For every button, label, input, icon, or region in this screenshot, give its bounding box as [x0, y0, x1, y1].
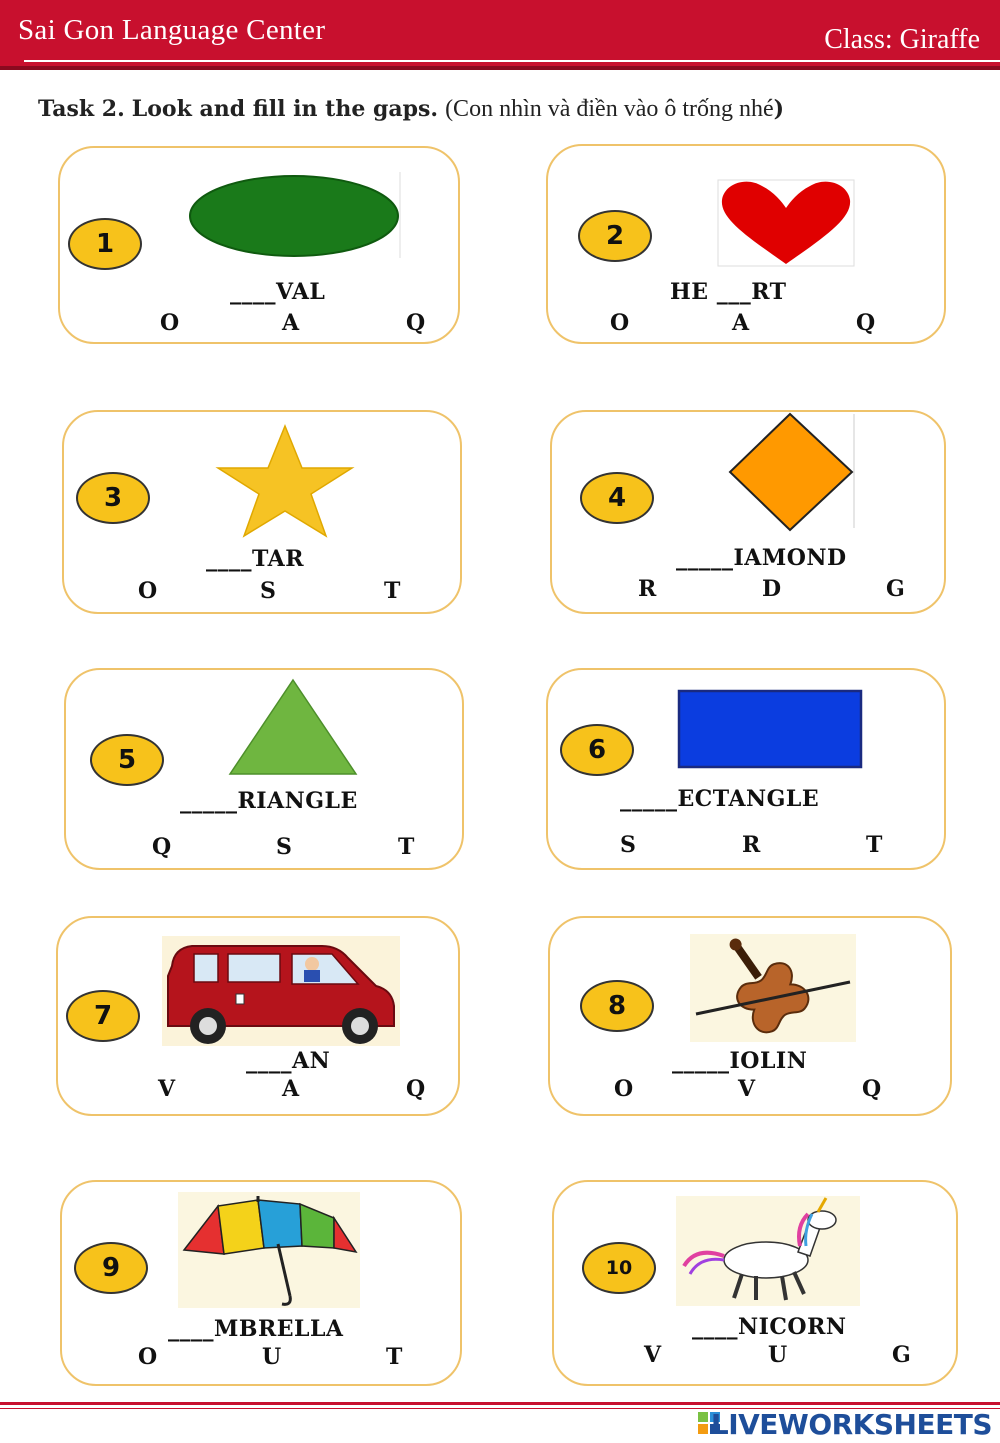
option-7-c[interactable]: Q [406, 1076, 426, 1102]
option-1-a[interactable]: O [160, 310, 180, 336]
task-instruction [38, 96, 784, 123]
number-badge-8: 8 [580, 980, 654, 1032]
option-10-a[interactable]: V [644, 1342, 662, 1368]
option-1-b[interactable]: A [282, 310, 300, 336]
option-9-a[interactable]: O [138, 1344, 158, 1370]
option-5-b[interactable]: S [276, 834, 292, 860]
blue-rectangle-icon [676, 688, 864, 770]
option-5-c[interactable]: T [398, 834, 415, 860]
word-gap-5[interactable]: _____RIANGLE [180, 788, 358, 814]
number-badge-10: 10 [582, 1242, 656, 1294]
option-7-a[interactable]: V [158, 1076, 176, 1102]
option-5-a[interactable]: Q [152, 834, 172, 860]
red-van-icon [162, 936, 400, 1046]
footer-rule [0, 1402, 1000, 1405]
umbrella-icon [178, 1192, 360, 1308]
task-text: Look and fill in the gaps. [131, 96, 439, 122]
header-bar [0, 0, 1000, 66]
word-gap-10[interactable]: ____NICORN [692, 1314, 847, 1340]
word-gap-2[interactable]: HE ___RT [670, 279, 787, 305]
option-6-a[interactable]: S [620, 832, 636, 858]
option-10-b[interactable]: U [768, 1342, 788, 1368]
option-2-c[interactable]: Q [856, 310, 876, 336]
word-gap-3[interactable]: ____TAR [206, 546, 305, 572]
number-badge-6: 6 [560, 724, 634, 776]
option-4-b[interactable]: D [762, 576, 782, 602]
word-gap-1[interactable]: ____VAL [230, 279, 326, 305]
option-8-a[interactable]: O [614, 1076, 634, 1102]
option-9-b[interactable]: U [262, 1344, 282, 1370]
task-note: (Con nhìn và điền vào ô trống nhé [445, 96, 774, 122]
option-8-b[interactable]: V [738, 1076, 756, 1102]
word-gap-6[interactable]: _____ECTANGLE [620, 786, 820, 812]
number-badge-7: 7 [66, 990, 140, 1042]
task-note-close: ) [773, 96, 785, 122]
option-9-c[interactable]: T [386, 1344, 403, 1370]
option-1-c[interactable]: Q [406, 310, 426, 336]
unicorn-icon [676, 1196, 860, 1306]
option-3-c[interactable]: T [384, 578, 401, 604]
option-3-b[interactable]: S [260, 578, 276, 604]
option-4-c[interactable]: G [886, 576, 905, 602]
number-badge-1: 1 [68, 218, 142, 270]
red-heart-icon [716, 178, 858, 270]
task-label: Task 2. [38, 96, 125, 122]
word-gap-9[interactable]: ____MBRELLA [168, 1316, 344, 1342]
header-divider [24, 60, 1000, 62]
option-7-b[interactable]: A [282, 1076, 300, 1102]
green-oval-icon [188, 170, 404, 262]
class-label: Class: Giraffe [824, 24, 980, 55]
word-gap-7[interactable]: ____AN [246, 1048, 331, 1074]
option-2-a[interactable]: O [610, 310, 630, 336]
option-10-c[interactable]: G [892, 1342, 911, 1368]
number-badge-9: 9 [74, 1242, 148, 1294]
liveworksheets-brand[interactable]: LIVEWORKSHEETS [710, 1408, 992, 1441]
number-badge-3: 3 [76, 472, 150, 524]
violin-icon [690, 934, 856, 1042]
number-badge-4: 4 [580, 472, 654, 524]
option-6-b[interactable]: R [742, 832, 761, 858]
header-shadow [0, 66, 1000, 70]
option-8-c[interactable]: Q [862, 1076, 882, 1102]
option-6-c[interactable]: T [866, 832, 883, 858]
orange-diamond-icon [728, 410, 858, 532]
center-name: Sai Gon Language Center [18, 14, 326, 46]
option-4-a[interactable]: R [638, 576, 657, 602]
option-2-b[interactable]: A [732, 310, 750, 336]
word-gap-8[interactable]: _____IOLIN [672, 1048, 808, 1074]
number-badge-2: 2 [578, 210, 652, 262]
green-triangle-icon [226, 676, 360, 778]
number-badge-5: 5 [90, 734, 164, 786]
option-3-a[interactable]: O [138, 578, 158, 604]
yellow-star-icon [212, 422, 358, 538]
word-gap-4[interactable]: _____IAMOND [676, 545, 847, 571]
